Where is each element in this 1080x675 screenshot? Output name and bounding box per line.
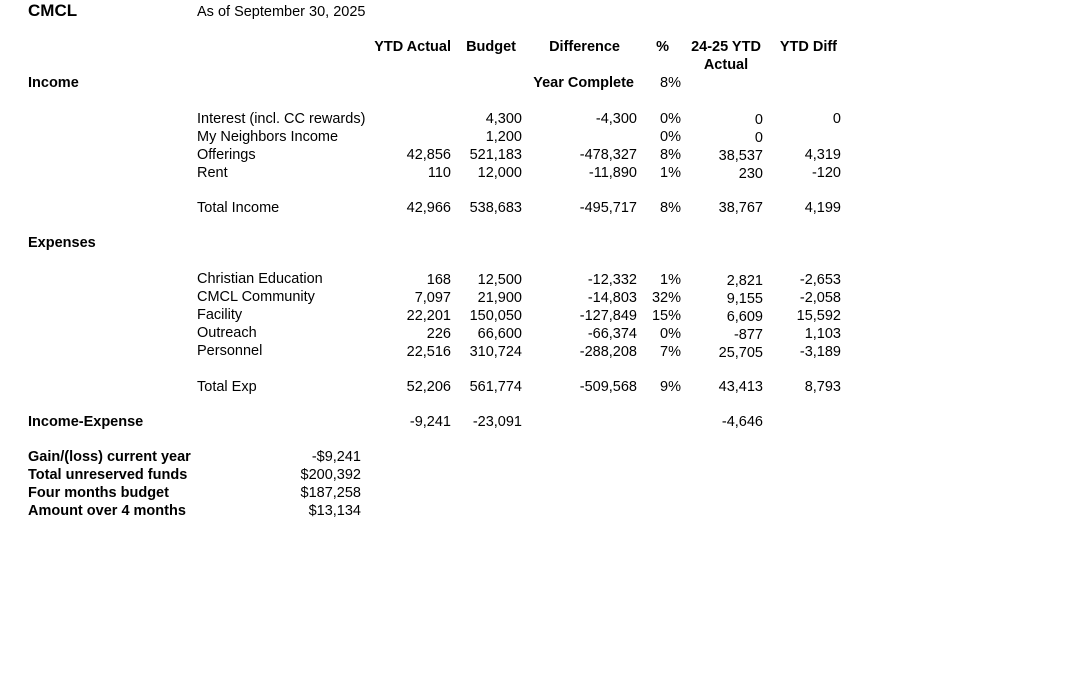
- row-label: Facility: [197, 307, 243, 323]
- cell-ytd-diff: 4,199: [804, 200, 841, 216]
- cell-ytd-diff: 1,103: [804, 326, 841, 342]
- report-date: As of September 30, 2025: [197, 4, 366, 20]
- row-label: Interest (incl. CC rewards): [197, 111, 366, 127]
- column-header-percent: %: [656, 39, 669, 55]
- cell-prior-ytd: 38,537: [718, 148, 763, 164]
- cell-prior-ytd: -877: [733, 327, 763, 343]
- cell-budget: 521,183: [469, 147, 522, 163]
- summary-value-amount-over: $13,134: [308, 503, 361, 519]
- cell-percent: 15%: [651, 308, 681, 324]
- cell-ytd-actual: 168: [426, 272, 451, 288]
- cell-ytd-actual: 52,206: [406, 379, 451, 395]
- row-label: Outreach: [197, 325, 257, 341]
- summary-label-unreserved-funds: Total unreserved funds: [28, 467, 188, 483]
- column-header-prior-ytd-line1: 24-25 YTD: [691, 39, 761, 55]
- cell-ytd-diff: 0: [832, 111, 841, 127]
- cell-ytd-diff: 4,319: [804, 147, 841, 163]
- cell-ytd-actual: 110: [427, 165, 451, 181]
- summary-value-gain-loss: -$9,241: [311, 449, 361, 465]
- column-header-difference: Difference: [549, 39, 620, 55]
- year-complete-label: Year Complete: [533, 75, 634, 91]
- cell-ytd-diff: 15,592: [796, 308, 841, 324]
- cell-percent: 0%: [660, 111, 681, 127]
- row-label: Christian Education: [197, 271, 323, 287]
- cell-prior-ytd: -4,646: [721, 414, 763, 430]
- cell-ytd-diff: -2,653: [799, 272, 841, 288]
- row-label: My Neighbors Income: [197, 129, 339, 145]
- cell-ytd-actual: -9,241: [409, 414, 451, 430]
- cell-budget: 12,500: [477, 272, 522, 288]
- cell-ytd-actual: 42,966: [406, 200, 451, 216]
- net-income-label: Income-Expense: [28, 414, 144, 430]
- summary-value-unreserved-funds: $200,392: [300, 467, 361, 483]
- cell-percent: 8%: [660, 200, 681, 216]
- cell-difference: -478,327: [579, 147, 637, 163]
- cell-ytd-actual: 42,856: [406, 147, 451, 163]
- cell-percent: 0%: [660, 326, 681, 342]
- cell-budget: 561,774: [469, 379, 522, 395]
- organization-name: CMCL: [28, 1, 78, 20]
- cell-difference: -11,890: [588, 165, 637, 181]
- cell-ytd-actual: 226: [426, 326, 451, 342]
- cell-percent: 32%: [651, 290, 681, 306]
- year-complete-pct: 8%: [660, 75, 681, 91]
- cell-ytd-diff: -2,058: [799, 290, 841, 306]
- cell-difference: -127,849: [579, 308, 637, 324]
- cell-difference: -14,803: [587, 290, 637, 306]
- cell-difference: -66,374: [587, 326, 637, 342]
- cell-difference: -4,300: [595, 111, 637, 127]
- summary-value-four-months-budget: $187,258: [300, 485, 361, 501]
- total-expense-label: Total Exp: [197, 379, 257, 395]
- column-header-prior-ytd-line2: Actual: [703, 57, 749, 73]
- cell-ytd-actual: 22,516: [406, 344, 451, 360]
- cell-budget: 150,050: [469, 308, 522, 324]
- summary-label-gain-loss: Gain/(loss) current year: [28, 449, 191, 465]
- total-income-label: Total Income: [197, 200, 280, 216]
- cell-budget: 310,724: [469, 344, 522, 360]
- summary-label-four-months-budget: Four months budget: [28, 485, 169, 501]
- cell-percent: 1%: [660, 272, 681, 288]
- cell-prior-ytd: 25,705: [718, 345, 763, 361]
- cell-difference: -12,332: [587, 272, 637, 288]
- cell-ytd-diff: 8,793: [804, 379, 841, 395]
- cell-prior-ytd: 230: [738, 166, 763, 182]
- cell-prior-ytd: 43,413: [718, 379, 763, 395]
- cell-prior-ytd: 9,155: [726, 291, 763, 307]
- cell-percent: 0%: [660, 129, 681, 145]
- cell-budget: -23,091: [472, 414, 522, 430]
- income-heading: Income: [28, 75, 79, 91]
- row-label: Offerings: [197, 147, 256, 163]
- cell-budget: 1,200: [485, 129, 522, 145]
- summary-label-amount-over: Amount over 4 months: [28, 503, 186, 519]
- cell-budget: 21,900: [477, 290, 522, 306]
- cell-ytd-actual: 22,201: [406, 308, 451, 324]
- expenses-heading: Expenses: [28, 235, 96, 251]
- cell-prior-ytd: 6,609: [726, 309, 763, 325]
- cell-ytd-actual: 7,097: [414, 290, 451, 306]
- cell-difference: -288,208: [579, 344, 637, 360]
- cell-budget: 4,300: [485, 111, 522, 127]
- cell-percent: 7%: [660, 344, 681, 360]
- cell-prior-ytd: 38,767: [718, 200, 763, 216]
- cell-budget: 538,683: [469, 200, 522, 216]
- cell-prior-ytd: 0: [754, 130, 763, 146]
- cell-budget: 66,600: [477, 326, 522, 342]
- row-label: Rent: [197, 165, 228, 181]
- cell-ytd-diff: -3,189: [799, 344, 841, 360]
- cell-percent: 8%: [660, 147, 681, 163]
- column-header-ytd-actual: YTD Actual: [374, 39, 451, 55]
- column-header-budget: Budget: [466, 39, 516, 55]
- cell-budget: 12,000: [477, 165, 522, 181]
- cell-prior-ytd: 0: [754, 112, 763, 128]
- cell-difference: -509,568: [579, 379, 637, 395]
- column-header-ytd-diff: YTD Diff: [779, 39, 837, 55]
- cell-percent: 9%: [660, 379, 681, 395]
- cell-difference: -495,717: [579, 200, 637, 216]
- row-label: CMCL Community: [197, 289, 315, 305]
- row-label: Personnel: [197, 343, 263, 359]
- cell-prior-ytd: 2,821: [726, 273, 763, 289]
- cell-ytd-diff: -120: [811, 165, 841, 181]
- cell-percent: 1%: [660, 165, 681, 181]
